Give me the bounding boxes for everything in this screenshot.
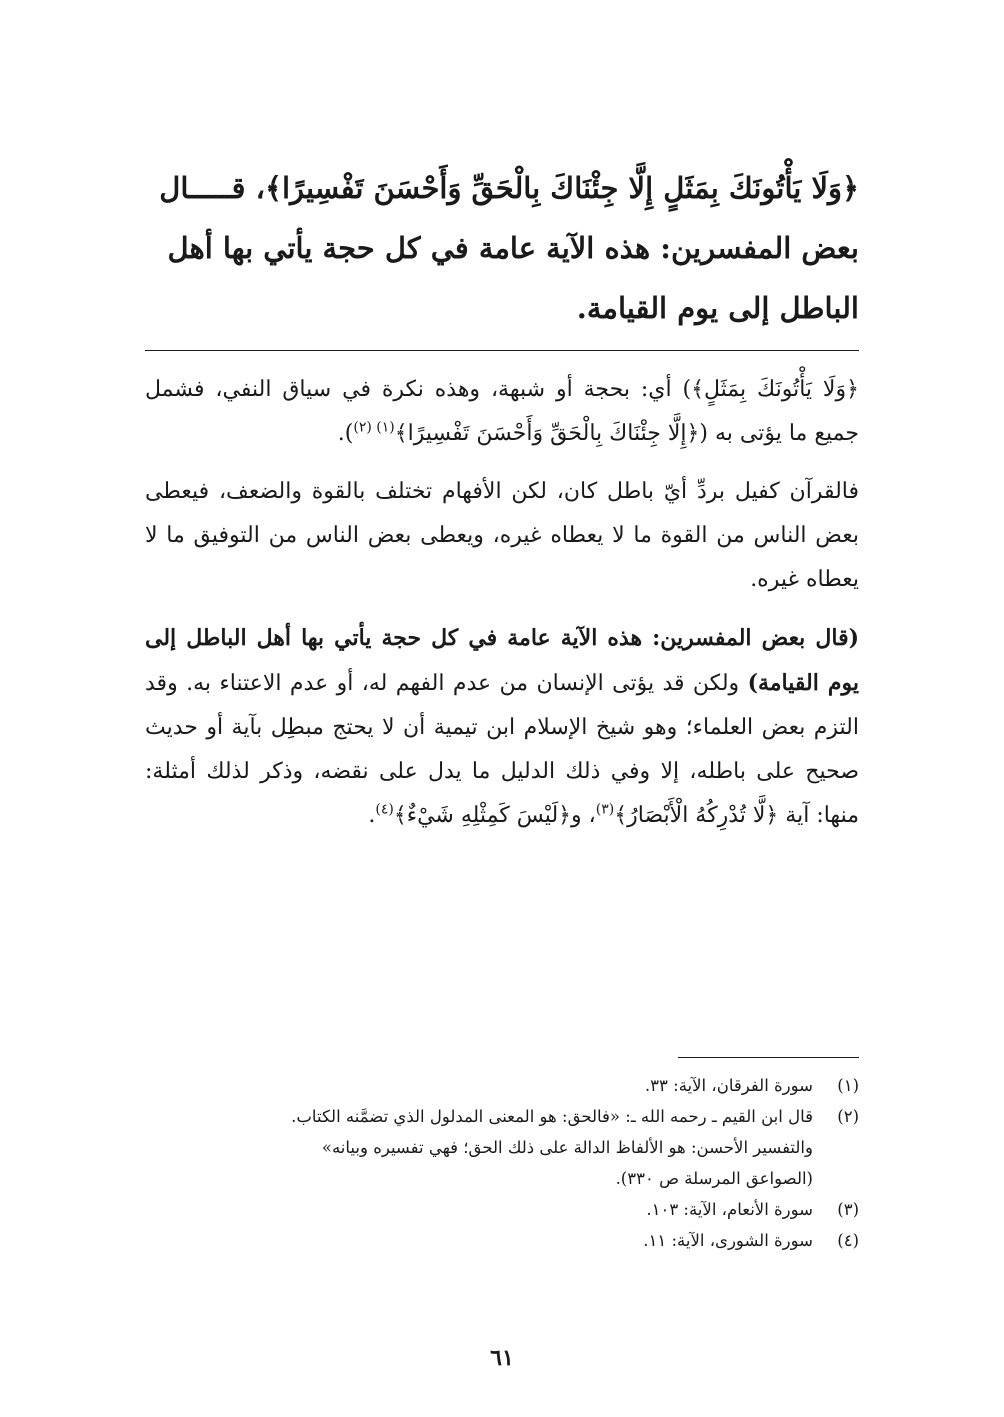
footnote-3 [145, 1194, 859, 1225]
footnote-ref-1-2[interactable]: (١) (٢) [353, 419, 395, 436]
footnote-separator-rule [678, 1057, 859, 1058]
sharh-block [145, 368, 859, 852]
matn-separator-rule [145, 350, 859, 351]
sharh-paragraph-1 [145, 368, 859, 456]
matn-line-3: الباطل إلى يوم القيامة. [576, 291, 859, 325]
footnote-ref-3[interactable]: (٣) [595, 801, 615, 818]
footnote-number: (٣) [837, 1200, 859, 1219]
sharh-p1-text: ﴿وَلَا يَأْتُونَكَ بِمَثَلٍ﴾) أي: بحجة أو شبهة، وهذه نكرة في سياق النفي، فشمل جميع ما يؤتى به (﴿إِلَّا جِئْنَاكَ بِالْحَقِّ وَأَحْسَنَ تَفْسِيرًا﴾ [145, 377, 859, 446]
footnote-number: (١) [837, 1076, 859, 1095]
footnote-number: (٢) [837, 1107, 859, 1126]
sharh-paragraph-3 [145, 616, 859, 838]
footnote-text: قال ابن القيم ـ رحمه الله ـ: «فالحق: هو المعنى المدلول الذي تضمَّنه الكتاب. [291, 1107, 813, 1126]
footnote-ref-4[interactable]: (٤) [375, 801, 394, 818]
footnote-number: (٤) [837, 1231, 859, 1250]
footnote-2 [145, 1101, 859, 1132]
sharh-p3-end: . [368, 803, 376, 828]
footnote-4 [145, 1225, 859, 1256]
page-number: ٦١ [490, 1345, 514, 1371]
footnote-2-source: (الصواعق المرسلة ص ٣٣٠). [615, 1169, 813, 1188]
footnote-text: سورة الشورى، الآية: ١١. [643, 1231, 813, 1250]
matn-block [145, 158, 859, 338]
footnotes [145, 1070, 859, 1256]
matn-line-1: ﴿وَلَا يَأْتُونَكَ بِمَثَلٍ إِلَّا جِئْنَاكَ بِالْحَقِّ وَأَحْسَنَ تَفْسِيرًا﴾، قـــــال [159, 171, 859, 205]
footnote-text: سورة الأنعام، الآية: ١٠٣. [646, 1200, 813, 1219]
sharh-paragraph-2: فالقرآن كفيل بردِّ أيّ باطل كان، لكن الأفهام تختلف بالقوة والضعف، فيعطى بعض الناس من القوة ما لا يعطاه غيره، ويعطى بعض الناس من التوفيق ما لا يعطاه غيره. [145, 479, 859, 592]
footnote-1 [145, 1070, 859, 1101]
footnote-2-continuation: والتفسير الأحسن: هو الألفاظ الدالة على ذلك الحق؛ فهي تفسيره وبيانه» [321, 1138, 813, 1157]
matn-line-2: بعض المفسرين: هذه الآية عامة في كل حجة يأتي بها أهل [167, 231, 859, 265]
sharh-p1-end: ). [337, 421, 354, 446]
sharh-p3-text: ولكن قد يؤتى الإنسان من عدم الفهم له، أو عدم الاعتناء به. وقد التزم بعض العلماء؛ وهو شيخ الإسلام ابن تيمية أن لا يحتج مبطِل بآية أو حديث صحيح على باطله، إلا وفي ذلك الدليل ما يدل على نقضه، وذكر لذلك أمثلة: منها: آية ﴿لَّا تُدْرِكُهُ الْأَبْصَارُ﴾ [145, 671, 859, 828]
footnote-text: سورة الفرقان، الآية: ٣٣. [644, 1076, 813, 1095]
sharh-p3-mid: ، و﴿لَيْسَ كَمِثْلِهِ شَيْءٌ﴾ [393, 803, 596, 828]
quoted-matn: (قال بعض المفسرين: هذه الآية عامة في كل حجة يأتي بها أهل الباطل إلى يوم القيامة) [145, 625, 860, 696]
